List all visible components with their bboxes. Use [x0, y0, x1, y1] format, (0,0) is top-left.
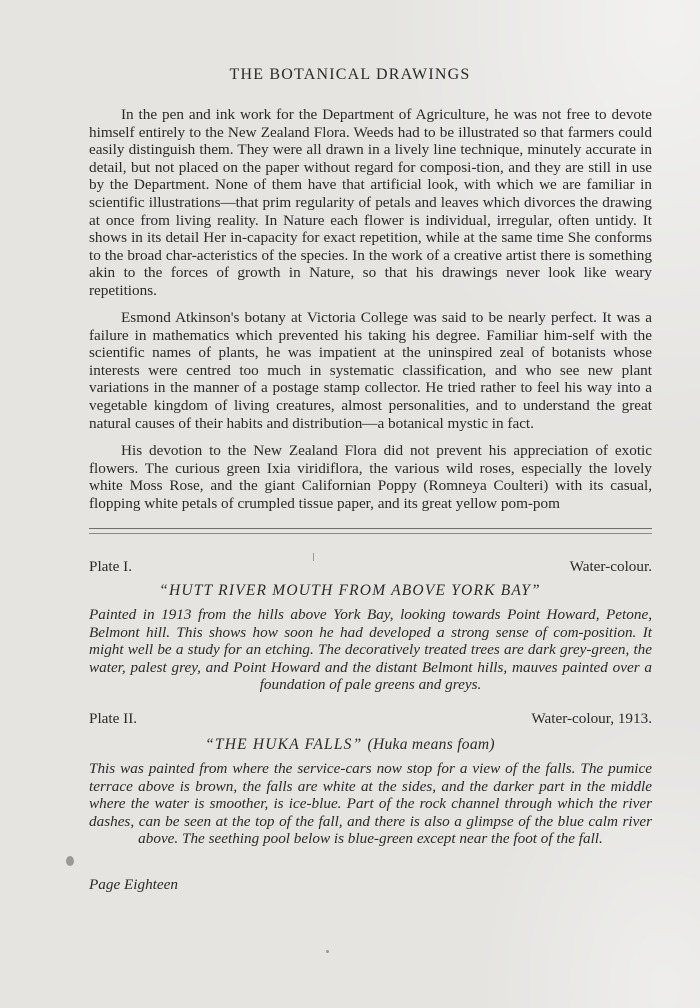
plate-header	[89, 710, 652, 728]
plate-title	[0, 736, 700, 754]
paper-blemish	[326, 950, 329, 953]
divider-line	[89, 533, 652, 534]
plate-label: Plate II.	[89, 710, 138, 727]
page-number: Page Eighteen	[89, 876, 178, 893]
plate-subtitle: (Huka means foam)	[367, 736, 495, 753]
plate-title-text: “HUTT RIVER MOUTH FROM ABOVE YORK BAY”	[159, 582, 541, 599]
divider-line	[89, 528, 652, 529]
plate-medium: Water-colour, 1913.	[531, 710, 652, 727]
paragraph-text: Esmond Atkinson's botany at Victoria College was said to be nearly perfect. It was a failure in mathematics which prevented his taking his degree. Familiar him-self with the scientific names of plants, he was impatient at the uninspired zeal of botanists whose interests were centred too much in systematic classification, and who see new plant variations in the manner of a postage stamp collector. He tried rather to feel his way into a vegetable kingdom of living creatures, almost personalities, and to understand the great natural causes of their habits and distribution—a botanical mystic in fact.	[89, 309, 652, 432]
plate-title	[0, 582, 700, 600]
paragraph-text: His devotion to the New Zealand Flora did not prevent his appreciation of exotic flowers. The curious green Ixia viridiflora, the various wild roses, especially the lovely white Moss Rose, and the giant Californian Poppy (Romneya Coulteri) with its casual, flopping white petals of crumpled tissue paper, and its great yellow pom-pom	[89, 442, 652, 512]
body-paragraph	[89, 442, 652, 512]
page-title: THE BOTANICAL DRAWINGS	[229, 66, 471, 83]
paragraph-text: In the pen and ink work for the Department of Agriculture, he was not free to devote himself entirely to the New Zealand Flora. Weeds had to be illustrated so that farmers could easily distinguish them. They were all drawn in a lively line technique, minutely accurate in detail, but not placed on the paper without regard for composi-tion, and they are still in use by the Department. None of them have that artificial look, with which we are familiar in scientific illustrations—that prim regularity of petals and leaves which divorces the drawing at once from living reality. In Nature each flower is individual, irregular, often untidy. It shows in its detail Her in-capacity for exact repetition, while at the same time She conforms to the broad char-acteristics of the species. In the work of a creative artist there is something akin to the forces of growth in Nature, so that his drawings never look like weary repetitions.	[89, 106, 652, 299]
plate-description: Painted in 1913 from the hills above York Bay, looking towards Point Howard, Petone, Belmont hill. This shows how soon he had developed a strong sense of com-position. It might well be a study for an etching. The decoratively treated trees are dark grey-green, the water, palest grey, and Point Howard and the distant Belmont hills, mauves painted over a foundation of pale greens and greys.	[89, 606, 652, 694]
plate-label: Plate I.	[89, 558, 133, 575]
plate-title-text: “THE HUKA FALLS”	[205, 736, 363, 753]
plate-medium: Water-colour.	[569, 558, 652, 575]
plate-description: This was painted from where the service-cars now stop for a view of the falls. The pumice terrace above is brown, the falls are white at the sides, and the darker part in the middle where the water is smoother, is ice-blue. Part of the rock channel through which the river dashes, can be seen at the top of the fall, and there is also a glimpse of the blue calm river above. The seething pool below is blue-green except near the foot of the fall.	[89, 760, 652, 848]
body-paragraph	[89, 309, 652, 432]
plate-header	[89, 558, 652, 576]
paper-blemish	[313, 553, 314, 561]
paper-blemish	[66, 856, 74, 866]
body-paragraph	[89, 106, 652, 300]
